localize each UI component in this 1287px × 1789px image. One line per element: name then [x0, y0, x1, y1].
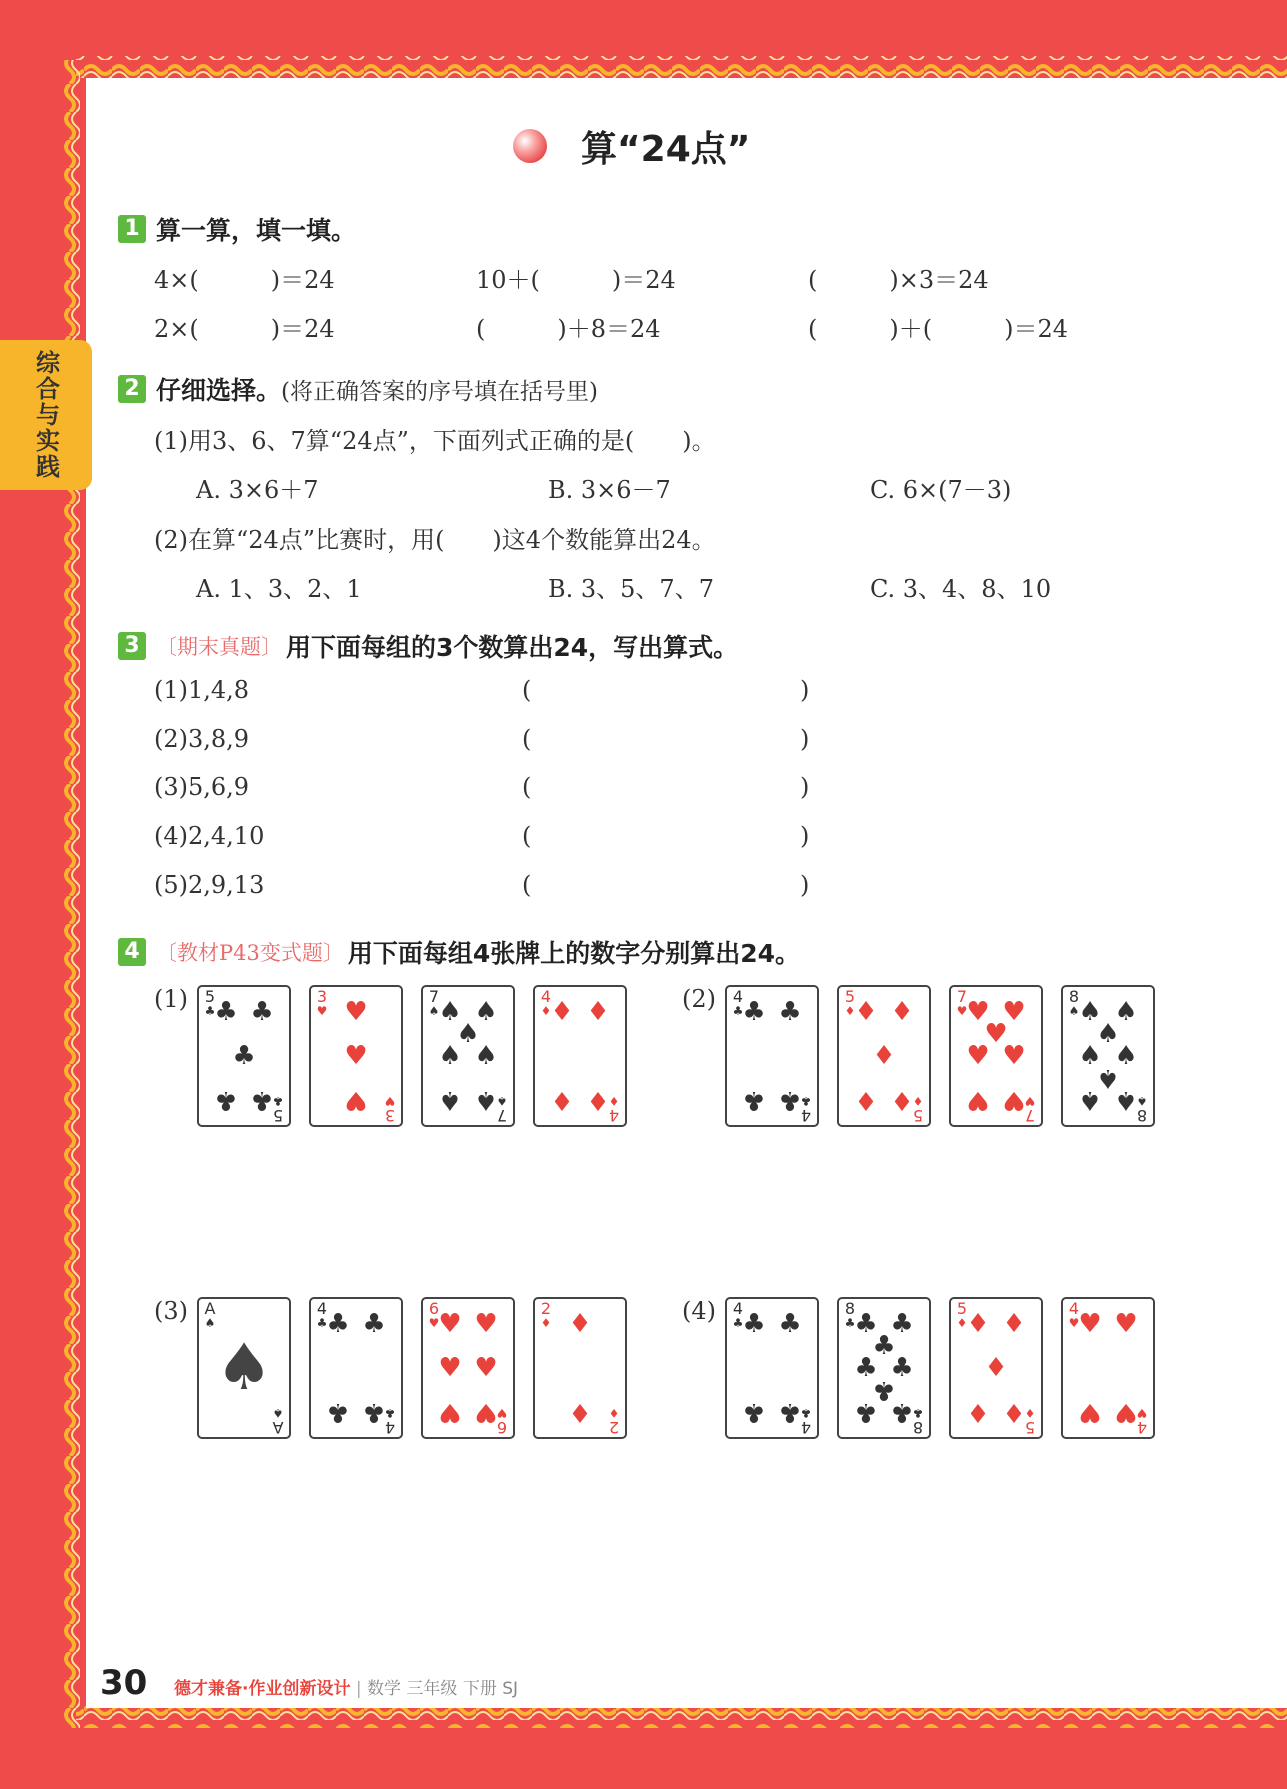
- card-pip-icon: ♣: [742, 1308, 766, 1339]
- card-rank: 8: [1136, 1106, 1148, 1125]
- card-pip-icon: ♥: [438, 1397, 462, 1428]
- playing-card: [837, 1297, 931, 1439]
- q3-item-label: (3)5,6,9: [154, 773, 250, 801]
- card-suit-icon: ♦: [956, 1316, 968, 1330]
- card-rank: A: [272, 1418, 284, 1437]
- card-suit-icon: ♠: [1068, 1004, 1080, 1018]
- playing-card: [1061, 1297, 1155, 1439]
- card-pip-icon: ♥: [1078, 1308, 1102, 1339]
- q2-sub-2-option-b: B. 3、5、7、7: [548, 575, 714, 603]
- q4-group-label: (1): [154, 985, 188, 1013]
- q4-group-label: (2): [682, 985, 716, 1013]
- card-pip-icon: ♣: [326, 1397, 350, 1428]
- q4-group-label: (3): [154, 1297, 188, 1325]
- card-pip-icon: ♥: [966, 996, 990, 1027]
- q3-answer-close-paren: ): [800, 822, 810, 850]
- card-pip-icon: ♣: [362, 1397, 386, 1428]
- card-suit-icon: ♣: [316, 1316, 328, 1330]
- card-suit-icon: ♥: [956, 1004, 968, 1018]
- playing-card: [309, 985, 403, 1127]
- card-pip-icon: ♥: [438, 1353, 462, 1383]
- card-rank: 8: [912, 1418, 924, 1437]
- card-suit-icon: ♠: [204, 1316, 216, 1330]
- card-pip-icon: ♥: [1002, 996, 1026, 1027]
- card-suit-icon: ♦: [540, 1004, 552, 1018]
- card-suit-icon: ♦: [608, 1406, 620, 1420]
- section-side-tab: [0, 340, 92, 490]
- footer-brand: 德才兼备·作业创新设计: [174, 1679, 351, 1699]
- card-corner-index: [315, 989, 329, 1017]
- card-pip-icon: ♣: [742, 1085, 766, 1116]
- card-pip-icon: ♥: [474, 1353, 498, 1383]
- card-rank: 3: [316, 987, 328, 1006]
- card-suit-icon: ♠: [496, 1094, 508, 1108]
- playing-card: [837, 985, 931, 1127]
- playing-card: [725, 985, 819, 1127]
- card-pip-icon: ♦: [890, 1085, 914, 1116]
- card-corner-index: [539, 1301, 553, 1329]
- card-pip-icon: ♣: [778, 1085, 802, 1116]
- card-pip-icon: ♦: [568, 1308, 592, 1339]
- q1-blank-5: ( )＋8＝24: [476, 315, 661, 343]
- card-rank: A: [204, 1299, 216, 1318]
- card-pip-icon: ♣: [778, 1308, 802, 1339]
- card-pip-icon: ♠: [1078, 1085, 1102, 1116]
- card-pip-icon: ♠: [474, 1041, 498, 1071]
- section-side-tab-label: 综合与实践: [31, 350, 60, 480]
- card-pip-icon: ♠: [438, 996, 462, 1027]
- q3-answer-open-paren: (: [522, 773, 532, 801]
- card-rank: 4: [732, 1299, 744, 1318]
- playing-card: [949, 985, 1043, 1127]
- q4-group-label: (4): [682, 1297, 716, 1325]
- page-title-text: 算“24点”: [581, 128, 751, 170]
- question-3-number: 3: [118, 632, 146, 660]
- card-suit-icon: ♥: [1136, 1406, 1148, 1420]
- card-pip-icon: ♠: [474, 1085, 498, 1116]
- card-pip-icon: ♠: [1114, 996, 1138, 1027]
- card-rank: 5: [272, 1106, 284, 1125]
- card-suit-icon: ♥: [428, 1316, 440, 1330]
- card-pip-icon: ♣: [232, 1041, 256, 1071]
- card-pip-icon: ♥: [474, 1397, 498, 1428]
- card-suit-icon: ♣: [732, 1316, 744, 1330]
- card-suit-icon: ♣: [204, 1004, 216, 1018]
- page-number: 30: [100, 1663, 148, 1703]
- card-corner-index: [383, 1095, 397, 1123]
- playing-card: [197, 1297, 291, 1439]
- card-pip-icon: ♠: [438, 1041, 462, 1071]
- card-pip-icon: ♦: [1002, 1308, 1026, 1339]
- question-2-heading: [118, 371, 598, 407]
- q3-item-label: (5)2,9,13: [154, 871, 265, 899]
- playing-card: [309, 1297, 403, 1439]
- playing-card: [533, 985, 627, 1127]
- card-pip-icon: ♥: [474, 1308, 498, 1339]
- question-2-number: 2: [118, 375, 146, 403]
- card-pip-icon: ♠: [456, 1018, 480, 1049]
- card-rank: 4: [732, 987, 744, 1006]
- card-rank: 5: [912, 1106, 924, 1125]
- card-pip-icon: ♠: [1096, 1063, 1120, 1094]
- card-pip-icon: ♦: [586, 996, 610, 1027]
- question-4-heading: [118, 934, 800, 970]
- question-3-tag: 〔期末真题〕: [156, 635, 282, 659]
- card-pip-icon: ♥: [984, 1018, 1008, 1049]
- card-rank: 5: [204, 987, 216, 1006]
- card-pip-icon: ♥: [1002, 1085, 1026, 1116]
- question-2-text: 仔细选择。: [156, 376, 282, 405]
- card-pip-icon: ♥: [344, 1085, 368, 1116]
- card-suit-icon: ♣: [800, 1406, 812, 1420]
- playing-card: [197, 985, 291, 1127]
- card-rank: 4: [1136, 1418, 1148, 1437]
- card-suit-icon: ♠: [428, 1004, 440, 1018]
- q3-item-label: (4)2,4,10: [154, 822, 265, 850]
- card-pip-icon: ♠: [1078, 1041, 1102, 1071]
- card-pip-icon: ♦: [586, 1085, 610, 1116]
- card-corner-index: [203, 1301, 217, 1329]
- card-pip-icon: ♣: [742, 1397, 766, 1428]
- card-rank: 4: [800, 1106, 812, 1125]
- card-pip-icon: ♦: [854, 1085, 878, 1116]
- card-pip-icon: ♣: [872, 1375, 896, 1406]
- card-pip-icon: ♣: [362, 1308, 386, 1339]
- card-rank: 5: [956, 1299, 968, 1318]
- card-pip-icon: ♠: [1078, 996, 1102, 1027]
- card-pip-icon: ♦: [550, 1085, 574, 1116]
- card-ace-pip-icon: ♠: [215, 1331, 273, 1405]
- q3-answer-close-paren: ): [800, 725, 810, 753]
- playing-card: [533, 1297, 627, 1439]
- footer-subject: 数学 三年级 下册 SJ: [367, 1679, 519, 1699]
- card-suit-icon: ♦: [844, 1004, 856, 1018]
- card-rank: 3: [384, 1106, 396, 1125]
- card-suit-icon: ♣: [912, 1406, 924, 1420]
- card-pip-icon: ♦: [550, 996, 574, 1027]
- q3-answer-close-paren: ): [800, 773, 810, 801]
- card-suit-icon: ♠: [1136, 1094, 1148, 1108]
- card-pip-icon: ♥: [438, 1308, 462, 1339]
- card-pip-icon: ♣: [214, 996, 238, 1027]
- card-suit-icon: ♣: [384, 1406, 396, 1420]
- card-suit-icon: ♦: [608, 1094, 620, 1108]
- question-4-number: 4: [118, 938, 146, 966]
- card-pip-icon: ♠: [1114, 1085, 1138, 1116]
- q2-sub-2: (2)在算“24点”比赛时，用( )这4个数能算出24。: [154, 526, 716, 554]
- q2-sub-1: (1)用3、6、7算“24点”，下面列式正确的是( )。: [154, 427, 716, 455]
- card-suit-icon: ♥: [1068, 1316, 1080, 1330]
- card-pip-icon: ♥: [966, 1085, 990, 1116]
- q2-sub-1-option-c: C. 6×(7－3): [870, 476, 1012, 504]
- card-pip-icon: ♣: [854, 1308, 878, 1339]
- q2-sub-1-option-b: B. 3×6－7: [548, 476, 671, 504]
- q1-blank-6: ( )＋( )＝24: [808, 315, 1068, 343]
- question-1-number: 1: [118, 215, 146, 243]
- card-pip-icon: ♣: [326, 1308, 350, 1339]
- card-suit-icon: ♣: [800, 1094, 812, 1108]
- card-pip-icon: ♣: [214, 1085, 238, 1116]
- question-4-text: 用下面每组4张牌上的数字分别算出24。: [347, 939, 801, 968]
- card-rank: 5: [1024, 1418, 1036, 1437]
- q2-sub-1-option-a: A. 3×6＋7: [196, 476, 319, 504]
- q2-sub-2-option-c: C. 3、4、8、10: [870, 575, 1052, 603]
- card-rank: 6: [428, 1299, 440, 1318]
- card-pip-icon: ♥: [966, 1041, 990, 1071]
- card-rank: 8: [844, 1299, 856, 1318]
- q1-blank-2: 10＋( )＝24: [476, 266, 676, 294]
- card-rank: 6: [496, 1418, 508, 1437]
- card-suit-icon: ♦: [540, 1316, 552, 1330]
- card-pip-icon: ♥: [1078, 1397, 1102, 1428]
- card-rank: 2: [608, 1418, 620, 1437]
- card-suit-icon: ♦: [912, 1094, 924, 1108]
- question-1-heading: [118, 211, 356, 247]
- q2-sub-2-option-a: A. 1、3、2、1: [196, 575, 362, 603]
- card-suit-icon: ♣: [272, 1094, 284, 1108]
- q3-item-label: (2)3,8,9: [154, 725, 250, 753]
- card-pip-icon: ♣: [872, 1330, 896, 1361]
- card-pip-icon: ♣: [778, 1397, 802, 1428]
- card-rank: 4: [540, 987, 552, 1006]
- card-suit-icon: ♥: [496, 1406, 508, 1420]
- card-corner-index: [271, 1407, 285, 1435]
- q3-item-label: (1)1,4,8: [154, 676, 250, 704]
- card-pip-icon: ♦: [854, 996, 878, 1027]
- card-pip-icon: ♣: [890, 1353, 914, 1383]
- card-pip-icon: ♥: [344, 1041, 368, 1071]
- playing-card: [1061, 985, 1155, 1127]
- card-pip-icon: ♣: [250, 996, 274, 1027]
- card-pip-icon: ♣: [778, 996, 802, 1027]
- card-rank: 4: [1068, 1299, 1080, 1318]
- card-suit-icon: ♥: [1024, 1094, 1036, 1108]
- card-suit-icon: ♦: [1024, 1406, 1036, 1420]
- card-rank: 4: [316, 1299, 328, 1318]
- card-pip-icon: ♦: [984, 1353, 1008, 1383]
- card-pip-icon: ♦: [568, 1397, 592, 1428]
- card-pip-icon: ♠: [1114, 1041, 1138, 1071]
- card-pip-icon: ♥: [1002, 1041, 1026, 1071]
- card-pip-icon: ♥: [1114, 1308, 1138, 1339]
- card-pip-icon: ♣: [854, 1397, 878, 1428]
- question-3-text: 用下面每组的3个数算出24，写出算式。: [286, 633, 739, 662]
- footer-info: 德才兼备·作业创新设计 | 数学 三年级 下册 SJ: [174, 1679, 519, 1699]
- q1-blank-3: ( )×3＝24: [808, 266, 989, 294]
- card-rank: 7: [956, 987, 968, 1006]
- card-suit-icon: ♣: [732, 1004, 744, 1018]
- card-pip-icon: ♦: [1002, 1397, 1026, 1428]
- card-pip-icon: ♦: [872, 1041, 896, 1071]
- q3-answer-open-paren: (: [522, 871, 532, 899]
- card-pip-icon: ♣: [890, 1308, 914, 1339]
- card-pip-icon: ♥: [1114, 1397, 1138, 1428]
- card-pip-icon: ♦: [966, 1397, 990, 1428]
- card-rank: 4: [800, 1418, 812, 1437]
- q1-blank-1: 4×( )＝24: [154, 266, 335, 294]
- card-pip-icon: ♥: [344, 996, 368, 1027]
- card-rank: 5: [844, 987, 856, 1006]
- card-rank: 2: [540, 1299, 552, 1318]
- q3-answer-close-paren: ): [800, 871, 810, 899]
- card-corner-index: [607, 1407, 621, 1435]
- card-suit-icon: ♠: [272, 1406, 284, 1420]
- card-rank: 8: [1068, 987, 1080, 1006]
- q3-answer-close-paren: ): [800, 676, 810, 704]
- question-3-heading: [118, 628, 738, 664]
- card-pip-icon: ♣: [250, 1085, 274, 1116]
- playing-card: [421, 1297, 515, 1439]
- card-rank: 4: [384, 1418, 396, 1437]
- card-pip-icon: ♣: [854, 1353, 878, 1383]
- playing-card: [949, 1297, 1043, 1439]
- card-pip-icon: ♠: [474, 996, 498, 1027]
- playing-card: [725, 1297, 819, 1439]
- card-pip-icon: ♦: [966, 1308, 990, 1339]
- card-pip-icon: ♣: [742, 996, 766, 1027]
- card-pip-icon: ♦: [890, 996, 914, 1027]
- card-pip-icon: ♠: [1096, 1018, 1120, 1049]
- q3-answer-open-paren: (: [522, 822, 532, 850]
- q1-blank-4: 2×( )＝24: [154, 315, 335, 343]
- title-bullet-icon: [513, 129, 547, 163]
- question-2-note: (将正确答案的序号填在括号里): [281, 378, 598, 405]
- question-1-text: 算一算，填一填。: [156, 216, 357, 245]
- card-pip-icon: ♠: [438, 1085, 462, 1116]
- q3-answer-open-paren: (: [522, 676, 532, 704]
- card-rank: 7: [1024, 1106, 1036, 1125]
- card-pip-icon: ♣: [890, 1397, 914, 1428]
- q3-answer-open-paren: (: [522, 725, 532, 753]
- card-rank: 7: [496, 1106, 508, 1125]
- card-suit-icon: ♥: [384, 1094, 396, 1108]
- page-title: [513, 118, 750, 174]
- card-rank: 7: [428, 987, 440, 1006]
- card-rank: 4: [608, 1106, 620, 1125]
- question-4-tag: 〔教材P43变式题〕: [156, 941, 344, 965]
- card-suit-icon: ♥: [316, 1004, 328, 1018]
- playing-card: [421, 985, 515, 1127]
- card-suit-icon: ♣: [844, 1316, 856, 1330]
